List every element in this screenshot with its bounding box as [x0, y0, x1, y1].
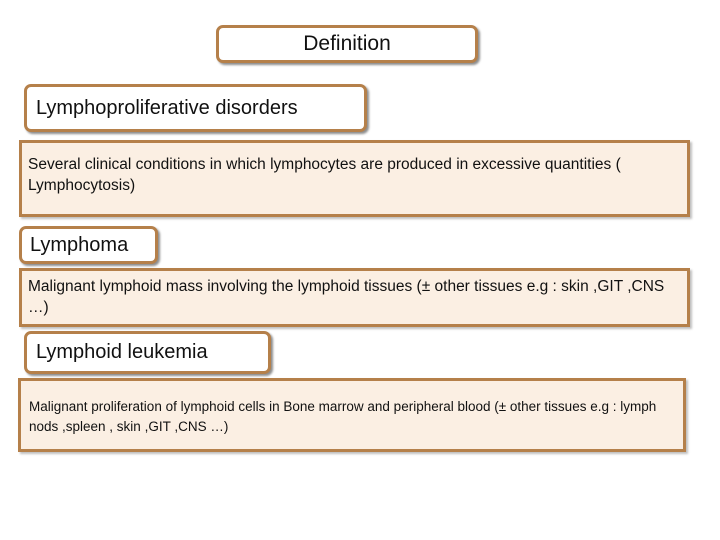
- heading-lymphoma: Lymphoma: [19, 226, 158, 264]
- definition-lymphoma: Malignant lymphoid mass involving the lymphoid tissues (± other tissues e.g : skin ,GIT ,CNS …): [19, 268, 690, 327]
- heading-lymphoproliferative-disorders: Lymphoproliferative disorders: [24, 84, 367, 132]
- heading-lymphoid-leukemia: Lymphoid leukemia: [24, 331, 271, 374]
- page-title: Definition: [216, 25, 478, 63]
- definition-lymphoid-leukemia: Malignant proliferation of lymphoid cells in Bone marrow and peripheral blood (± other tissues e.g : lymph nods ,spleen , skin ,GIT ,CNS …): [18, 378, 686, 452]
- definition-lymphoproliferative-disorders: Several clinical conditions in which lymphocytes are produced in excessive quantities ( Lymphocytosis): [19, 140, 690, 217]
